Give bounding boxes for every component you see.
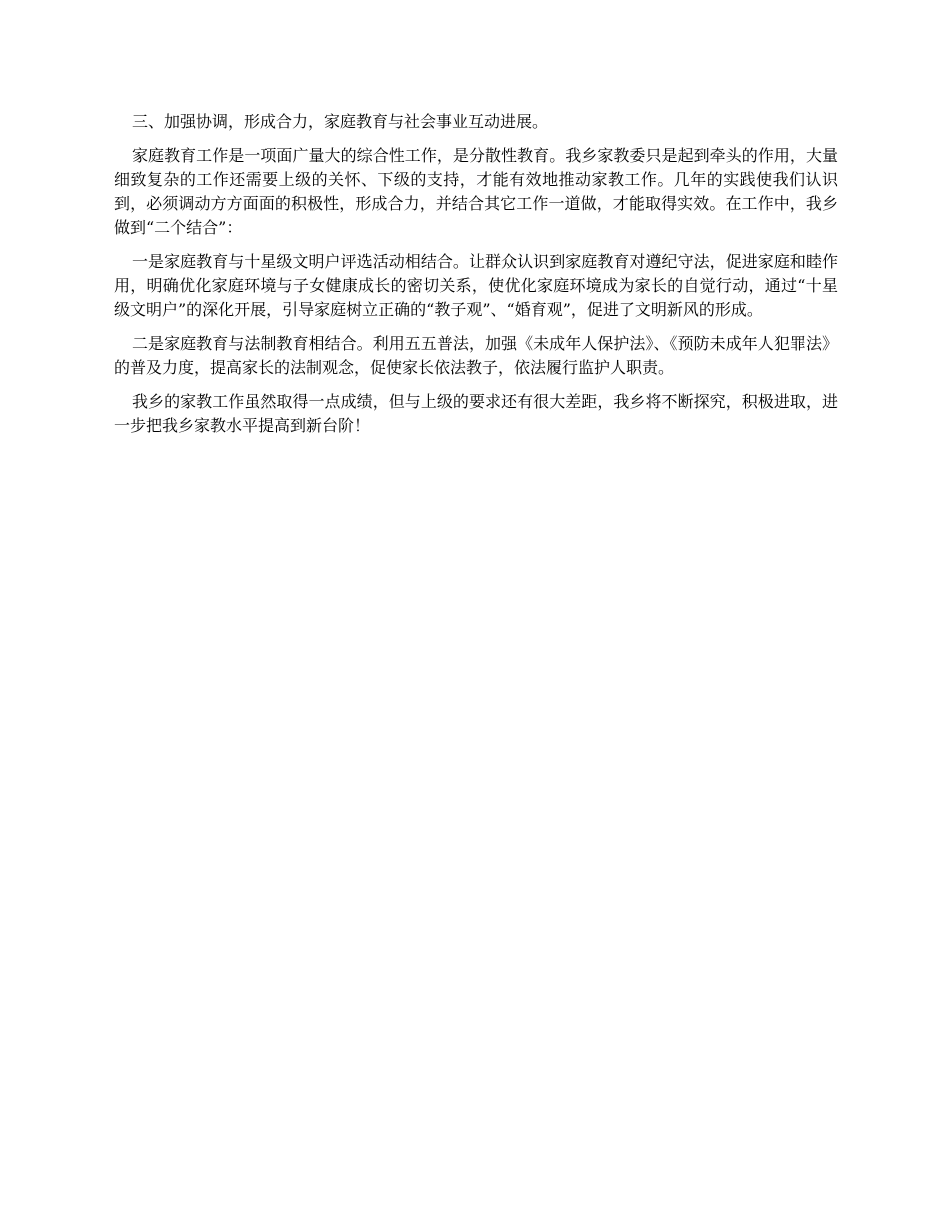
document-body (114, 110, 838, 448)
body-paragraph: 家庭教育工作是一项面广量大的综合性工作，是分散性教育。我乡家教委只是起到牵头的作用，大量细致复杂的工作还需要上级的关怀、下级的支持，才能有效地推动家教工作。几年的实践使我们认识到，必须调动方方面面的积极性，形成合力，并结合其它工作一道做，才能取得实效。在工作中，我乡做到“二个结合”： (114, 146, 838, 237)
body-paragraph: 我乡的家教工作虽然取得一点成绩，但与上级的要求还有很大差距，我乡将不断探究，积极进取，进一步把我乡家教水平提高到新台阶！ (114, 392, 838, 435)
body-paragraph: 二是家庭教育与法制教育相结合。利用五五普法，加强《未成年人保护法》、《预防未成年人犯罪法》的普及力度，提高家长的法制观念，促使家长依法教子，依法履行监护人职责。 (114, 334, 838, 377)
section-heading-paragraph: 三、加强协调，形成合力，家庭教育与社会事业互动进展。 (132, 112, 549, 131)
body-paragraph: 一是家庭教育与十星级文明户评选活动相结合。让群众认识到家庭教育对遵纪守法，促进家庭和睦作用，明确优化家庭环境与子女健康成长的密切关系，使优化家庭环境成为家长的自觉行动，通过“十星级文明户”的深化开展，引导家庭树立正确的“教子观”、“婚育观”，促进了文明新风的形成。 (114, 252, 838, 319)
